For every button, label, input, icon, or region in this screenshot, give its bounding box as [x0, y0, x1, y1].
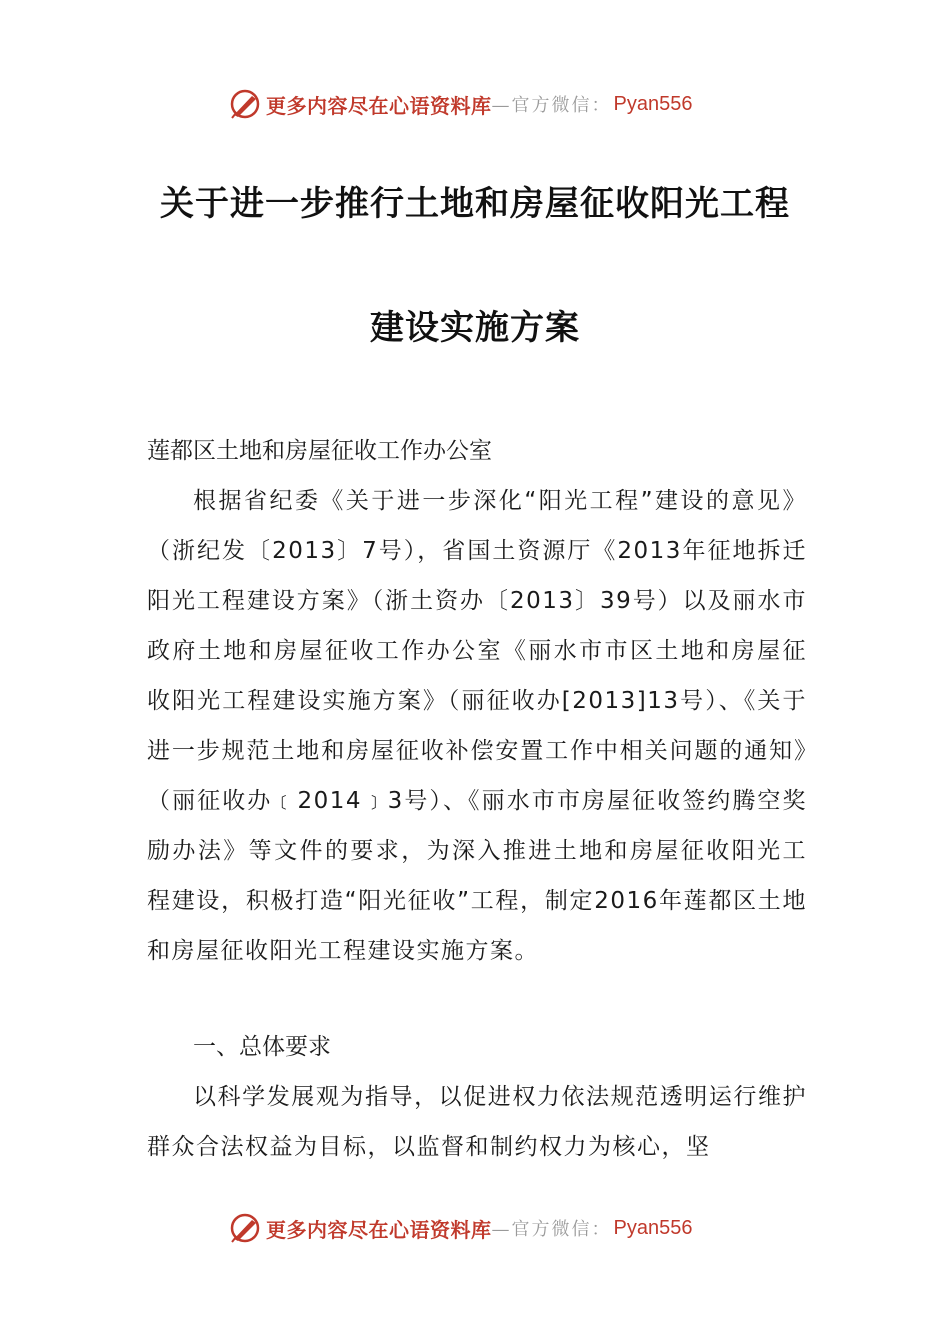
- watermark-banner-top: [228, 84, 692, 124]
- brush-pen-logo-icon: [228, 1211, 262, 1245]
- watermark-main-text: 更多内容尽在心语资料库: [266, 93, 492, 118]
- section-heading-general-requirements: 一、总体要求: [193, 1034, 331, 1060]
- issuer-line: 莲都区土地和房屋征收工作办公室: [147, 438, 492, 464]
- watermark-id-text: Pyan556: [613, 92, 693, 115]
- document-title-line2: 建设实施方案: [370, 308, 580, 348]
- paragraph-general-requirements: 以科学发展观为指导，以促进权力依法规范透明运行维护群众合法权益为目标，以监督和制约权力为核心，坚: [147, 1084, 807, 1160]
- watermark-dash-text: —官方微信：: [491, 1219, 612, 1240]
- watermark-dash-text: —官方微信：: [491, 95, 612, 116]
- watermark-id-text: Pyan556: [613, 1216, 693, 1239]
- document-title-line1: 关于进一步推行土地和房屋征收阳光工程: [160, 184, 790, 224]
- watermark-banner-bottom: [228, 1208, 692, 1248]
- brush-pen-logo-icon: [228, 87, 262, 121]
- watermark-main-text: 更多内容尽在心语资料库: [266, 1217, 492, 1242]
- paragraph-intro: 根据省纪委《关于进一步深化“阳光工程”建设的意见》（浙纪发〔2013〕7号），省国土资源厅《2013年征地拆迁阳光工程建设方案》（浙土资办〔2013〕39号）以及丽水市政府土地和房屋征收工作办公室《丽水市市区土地和房屋征收阳光工程建设实施方案》（丽征收办[2013]13号）、《关于进一步规范土地和房屋征收补偿安置工作中相关问题的通知》（丽征收办﹝2014﹞3号）、《丽水市市房屋征收签约腾空奖励办法》等文件的要求，为深入推进土地和房屋征收阳光工程建设，积极打造“阳光征收”工程，制定2016年莲都区土地和房屋征收阳光工程建设实施方案。: [147, 488, 807, 964]
